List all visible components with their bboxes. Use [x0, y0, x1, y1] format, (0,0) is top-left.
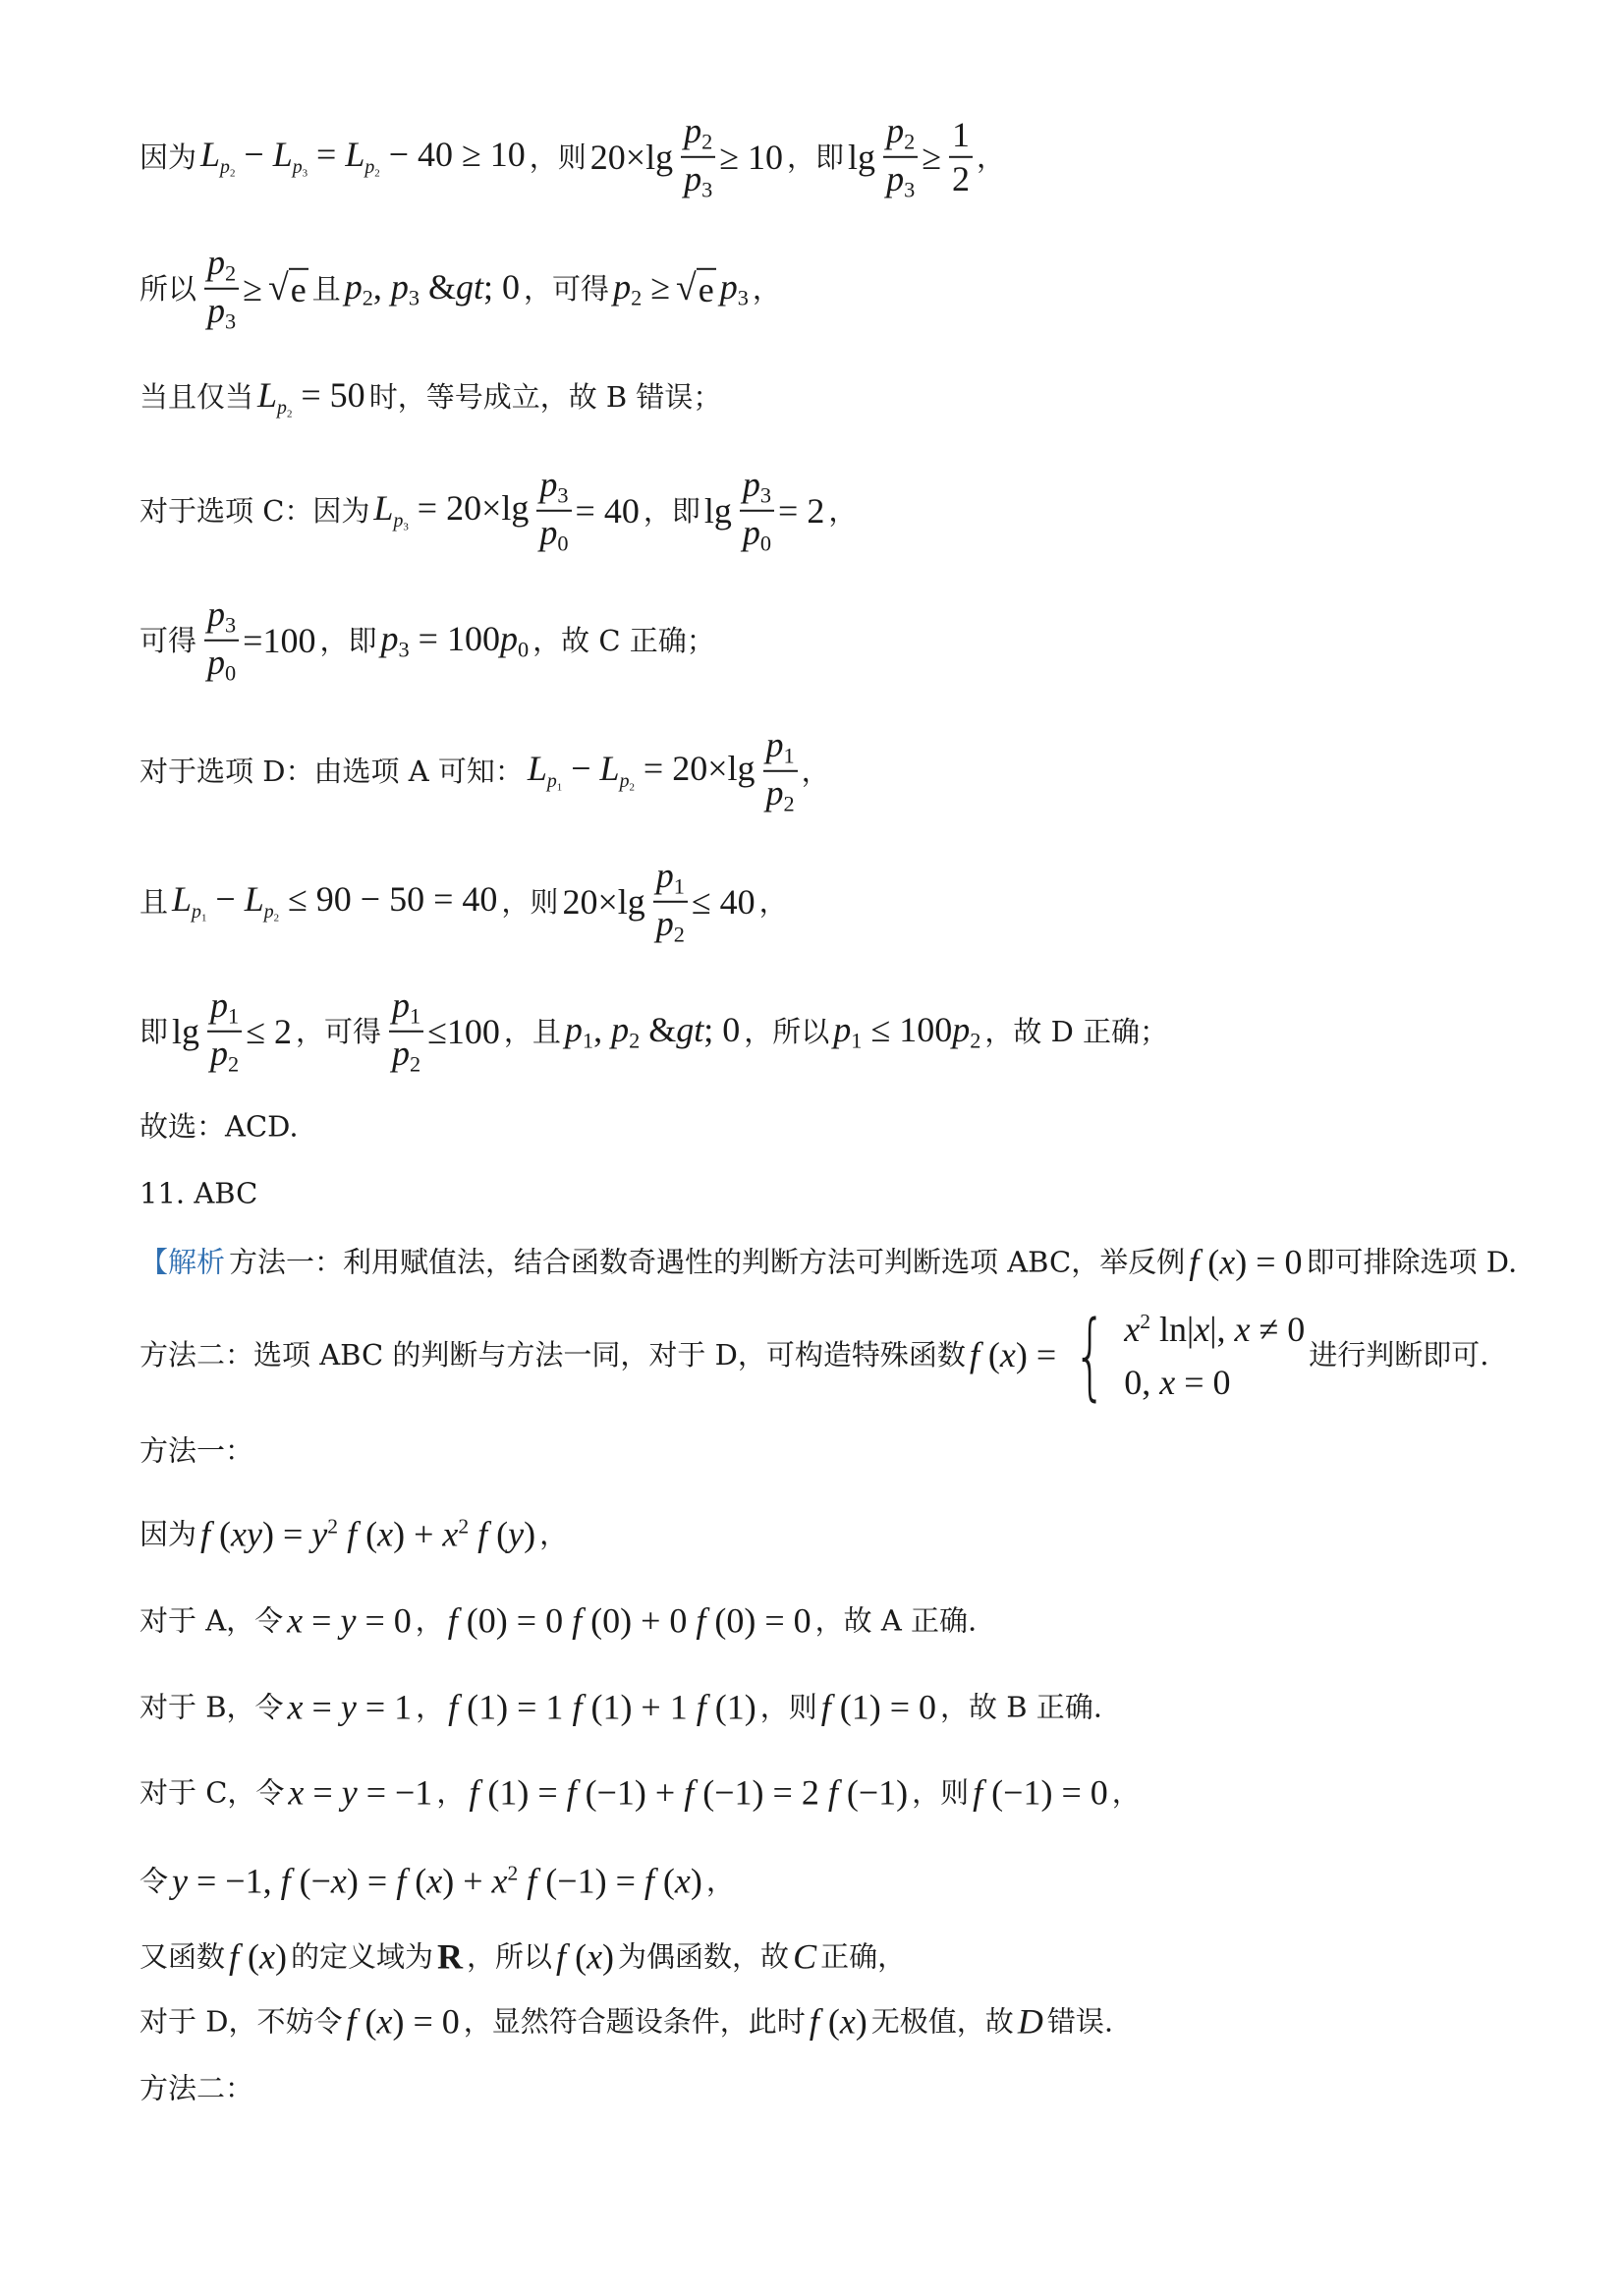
text-line — [140, 2001, 1117, 2042]
fraction-denominator: p3 — [886, 159, 916, 202]
math-expression: p3 = 100p0 — [380, 618, 530, 662]
math-expression: ≥ — [243, 268, 262, 308]
math-expression: =100 — [243, 620, 316, 660]
fraction-denominator: 2 — [951, 159, 970, 198]
text-segment: ， — [436, 1775, 466, 1810]
text-segment: ， — [539, 1517, 569, 1551]
math-expression: 20×lg — [589, 137, 674, 177]
math-expression: f (−1) = 0 — [973, 1772, 1108, 1813]
math-expression: $L_{p_2} = 50$ — [257, 374, 365, 420]
math-fraction — [763, 726, 798, 816]
brace: { — [1073, 1301, 1107, 1411]
fraction-denominator: p0 — [207, 643, 237, 686]
text-segment: ， — [801, 754, 830, 788]
text-segment: 因为 — [140, 140, 197, 174]
text-segment: ，故 D 正确； — [984, 1014, 1169, 1048]
radicand: e — [290, 269, 307, 309]
analysis-tag: 【解析 — [140, 1245, 226, 1279]
text-line — [140, 726, 834, 816]
case-row: 0, x = 0 — [1124, 1363, 1231, 1402]
math-fraction — [653, 857, 688, 947]
fraction-numerator: p1 — [389, 986, 423, 1033]
math-expression: f (0) = 0 f (0) + 0 f (0) = 0 — [447, 1600, 812, 1641]
text-segment: ， — [415, 1603, 444, 1638]
math-fraction — [204, 595, 239, 686]
math-expression: $L_{p_3} = 20\times\lg$ — [373, 487, 530, 533]
text-line — [140, 1434, 257, 1467]
fraction-numerator: p1 — [653, 857, 688, 903]
text-line — [140, 1861, 739, 1901]
text-segment: ，则 — [529, 140, 587, 174]
text-segment: 时，等号成立，故 B 错误； — [368, 380, 722, 415]
case-row: $x^2$ ln|x|, x ≠ 0 — [1124, 1310, 1306, 1349]
cases — [1124, 1303, 1305, 1409]
text-segment: 对于 D，不妨令 — [140, 2004, 343, 2039]
math-fraction — [949, 115, 973, 198]
text-segment: ，则 — [912, 1775, 970, 1810]
math-expression: f (1) = 1 f (1) + 1 f (1) — [448, 1687, 756, 1727]
math-fraction — [883, 112, 918, 202]
text-segment: ， — [416, 1690, 445, 1724]
math-expression: f (x) = — [969, 1335, 1057, 1375]
fraction-denominator: p0 — [539, 513, 569, 556]
text-segment: ，且 — [503, 1014, 561, 1048]
text-segment: 即可排除选项 D. — [1306, 1245, 1518, 1279]
text-segment: 且 — [140, 884, 169, 919]
fraction-denominator: p0 — [742, 513, 772, 556]
fraction-denominator: p3 — [684, 159, 713, 202]
radicand: e — [698, 269, 714, 309]
fraction-numerator: p3 — [740, 466, 774, 512]
math-expression: = 40 — [575, 490, 640, 531]
text-segment: 11. ABC — [140, 1176, 258, 1210]
math-fraction — [389, 986, 423, 1077]
text-segment: 方法二：选项 ABC 的判断与方法一同，对于 D，可构造特殊函数 — [140, 1338, 966, 1372]
fraction-numerator: p1 — [763, 726, 798, 772]
text-segment: ， — [752, 271, 781, 306]
text-line — [140, 2072, 257, 2104]
text-segment: ，即 — [643, 493, 700, 528]
math-expression: f (x) = 0 — [346, 2001, 460, 2042]
fraction-denominator: p2 — [655, 904, 685, 947]
text-segment: 令 — [140, 1864, 169, 1898]
math-expression: = 2 — [778, 490, 825, 531]
text-line — [140, 375, 725, 420]
math-expression: lg — [172, 1011, 200, 1051]
math-expression: f $(xy) = y^2$ f $(x) + x^2$ f (y) — [200, 1514, 536, 1554]
fraction-numerator: p2 — [681, 112, 715, 158]
math-sqrt — [676, 267, 716, 309]
math-expression: p1, p2 &gt; 0 — [564, 1009, 741, 1053]
math-expression: p1 ≤ 100p2 — [833, 1009, 981, 1053]
math-fraction — [207, 986, 242, 1077]
math-expression: y = −1, f (−x) = f $(x) + x^2$ f (−1) = f (x) — [172, 1861, 702, 1901]
text-segment: ，即 — [787, 140, 845, 174]
text-segment: 且 — [311, 271, 341, 306]
fraction-denominator: p2 — [391, 1034, 421, 1077]
text-segment: ，故 C 正确； — [532, 623, 715, 657]
text-line — [140, 857, 792, 947]
math-expression: ≥ — [922, 137, 941, 177]
text-line — [140, 1600, 980, 1641]
text-line — [140, 1936, 910, 1977]
fraction-numerator: p3 — [536, 466, 571, 512]
math-expression: lg — [703, 490, 732, 531]
text-segment: 进行判断即可. — [1309, 1338, 1489, 1372]
math-expression: 20×lg — [562, 881, 645, 922]
text-segment: 即 — [140, 1014, 169, 1048]
math-expression: ≤100 — [427, 1011, 500, 1051]
text-segment: ，则 — [759, 1690, 817, 1724]
text-segment: 因为 — [140, 1517, 197, 1551]
text-segment: ，显然符合题设条件，此时 — [463, 2004, 806, 2039]
text-segment: ，故 A 正确. — [814, 1603, 978, 1638]
text-line — [140, 1303, 1492, 1409]
piecewise-definition — [1060, 1303, 1305, 1409]
math-expression: D — [1017, 2001, 1043, 2042]
math-expression: f (x) — [229, 1936, 288, 1977]
text-segment: 又函数 — [140, 1939, 226, 1974]
text-segment: 方法二： — [140, 2071, 254, 2105]
math-expression: p2 ≥ — [613, 266, 670, 310]
text-segment: 对于 B，令 — [140, 1690, 284, 1724]
math-expression: f (x) — [556, 1936, 615, 1977]
text-line — [140, 1687, 1106, 1727]
text-line — [140, 1514, 572, 1554]
math-fraction — [681, 112, 715, 202]
math-expression: R — [437, 1936, 464, 1977]
text-segment: ， — [705, 1864, 735, 1898]
text-segment: ，则 — [501, 884, 559, 919]
text-segment: 方法一： — [140, 1433, 254, 1468]
math-expression: f (1) = 0 — [820, 1687, 937, 1727]
text-line — [140, 112, 1009, 202]
text-segment: 当且仅当 — [140, 380, 254, 415]
math-sqrt — [268, 267, 308, 309]
text-line — [140, 1242, 1521, 1282]
fraction-numerator: 1 — [949, 115, 973, 158]
text-segment: ，故 B 正确. — [940, 1690, 1103, 1724]
fraction-denominator: p2 — [210, 1034, 240, 1077]
text-segment: 为偶函数，故 — [618, 1939, 790, 1974]
text-segment: ，可得 — [524, 271, 610, 306]
text-segment: 对于 A，令 — [140, 1603, 284, 1638]
text-segment: ，即 — [319, 623, 377, 657]
math-expression: $L_{p_1} - L_{p_2} = 20\times\lg$ — [527, 748, 756, 794]
math-expression: f (x) — [809, 2001, 867, 2042]
math-expression: x = y = 0 — [287, 1600, 412, 1641]
math-expression: ≤ 40 — [691, 881, 756, 922]
text-line — [140, 1177, 261, 1209]
text-segment: 方法一：利用赋值法，结合函数奇遇性的判断方法可判断选项 ABC，举反例 — [229, 1245, 1186, 1279]
text-segment: ， — [758, 884, 788, 919]
math-fraction — [204, 244, 239, 334]
text-segment: 对于选项 C：因为 — [140, 493, 370, 528]
text-line — [140, 986, 1172, 1077]
math-expression: x = y = −1 — [288, 1772, 433, 1813]
math-expression: $L_{p_2} - L_{p_3} = L_{p_2} - 40 \ge 10$ — [200, 134, 526, 180]
math-fraction — [536, 466, 571, 556]
math-expression: ≤ 2 — [246, 1011, 292, 1051]
text-segment: ，所以 — [467, 1939, 553, 1974]
text-line — [140, 244, 785, 334]
text-line — [140, 595, 719, 686]
math-expression: $L_{p_1} - L_{p_2} \le 90 - 50 = 40$ — [172, 878, 498, 924]
text-segment: ，所以 — [744, 1014, 830, 1048]
text-segment: 无极值，故 — [870, 2004, 1014, 2039]
text-segment: 对于 C，令 — [140, 1775, 285, 1810]
text-segment: 正确， — [820, 1939, 907, 1974]
text-segment: ， — [828, 493, 858, 528]
text-segment: 所以 — [140, 271, 197, 306]
fraction-numerator: p3 — [204, 595, 239, 642]
text-segment: ， — [1111, 1775, 1141, 1810]
text-segment: 故选：ACD. — [140, 1109, 299, 1144]
text-segment: 对于选项 D：由选项 A 可知： — [140, 754, 524, 788]
math-expression: f (1) = f (−1) + f (−1) = 2 f (−1) — [469, 1772, 909, 1813]
fraction-denominator: p2 — [765, 773, 795, 816]
math-expression: C — [793, 1936, 817, 1977]
text-segment: 可得 — [140, 623, 197, 657]
text-line — [140, 1772, 1145, 1813]
math-expression: x = y = 1 — [287, 1687, 413, 1727]
math-expression: f (x) = 0 — [1189, 1242, 1303, 1282]
math-expression: lg — [848, 137, 876, 177]
fraction-numerator: p2 — [204, 244, 239, 290]
text-segment: 错误. — [1046, 2004, 1114, 2039]
text-segment: ， — [976, 140, 1005, 174]
math-expression: p3 — [719, 266, 749, 310]
text-line — [140, 1110, 303, 1143]
fraction-numerator: p2 — [883, 112, 918, 158]
math-expression: p2, p3 &gt; 0 — [344, 266, 521, 310]
fraction-numerator: p1 — [207, 986, 242, 1033]
radical-sign: √ — [675, 267, 697, 309]
text-segment: 的定义域为 — [291, 1939, 434, 1974]
math-fraction — [740, 466, 774, 556]
radical-sign: √ — [267, 267, 289, 309]
text-line — [140, 466, 861, 556]
text-segment: ，可得 — [295, 1014, 381, 1048]
fraction-denominator: p3 — [207, 291, 237, 334]
math-expression: ≥ 10 — [719, 137, 784, 177]
